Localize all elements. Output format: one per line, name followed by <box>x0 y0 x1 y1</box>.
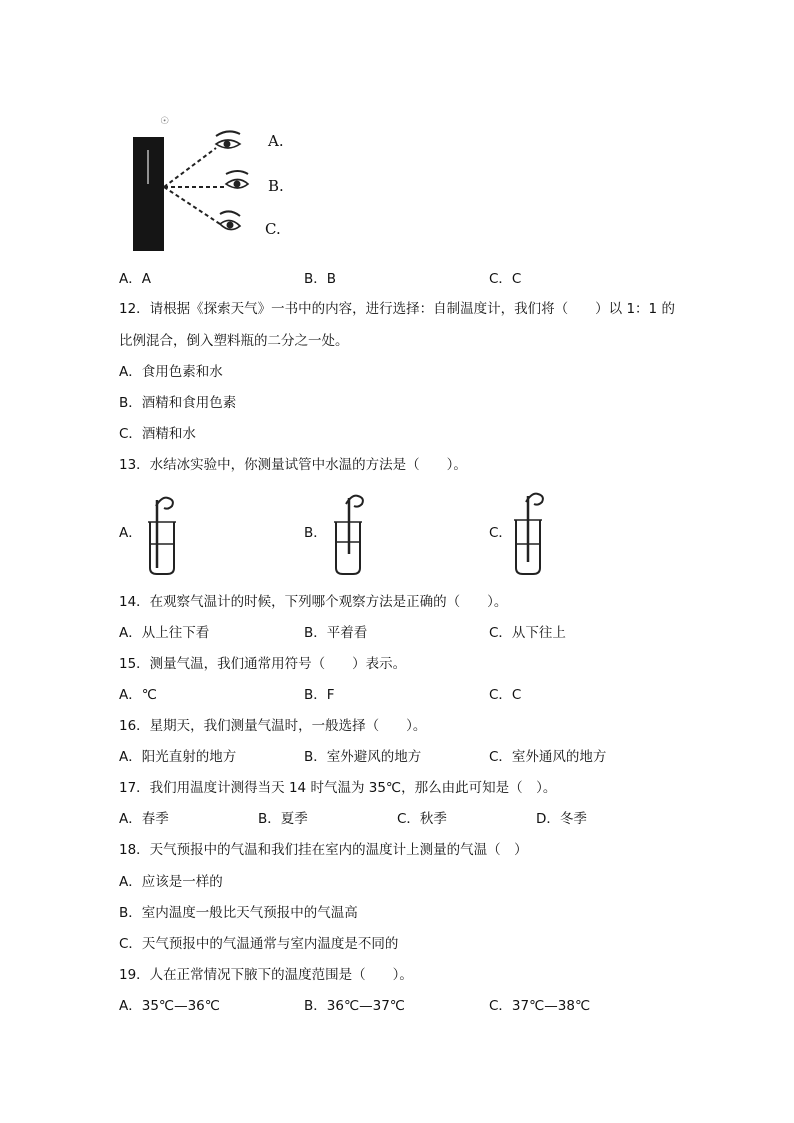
q14-option-a[interactable]: A．从上往下看 <box>119 625 210 641</box>
q13-stem: 13．水结冰实验中，你测量试管中水温的方法是（ ）。 <box>119 457 467 473</box>
figure-label-c: C. <box>265 220 281 238</box>
q13-test-tube-figure-c <box>508 490 548 576</box>
q15-stem: 15．测量气温，我们通常用符号（ ）表示。 <box>119 656 407 672</box>
q15-option-c[interactable]: C．C <box>489 687 522 703</box>
q11-option-a[interactable]: A．A <box>119 271 151 287</box>
q12-stem-line1: 12．请根据《探索天气》一书中的内容，进行选择：自制温度计，我们将（ ）以 1：1 的 <box>119 301 675 317</box>
sight-line-a <box>164 148 216 187</box>
test-tube-thermometer-c <box>508 490 548 576</box>
q17-option-a[interactable]: A．春季 <box>119 811 169 827</box>
q13-option-b[interactable]: B． <box>304 525 327 541</box>
q18-option-a[interactable]: A．应该是一样的 <box>119 874 223 890</box>
q17-option-c[interactable]: C．秋季 <box>397 811 447 827</box>
q16-stem: 16．星期天，我们测量气温时，一般选择（ ）。 <box>119 718 427 734</box>
figure-label-b: B. <box>268 177 284 195</box>
eye-icon-b <box>226 171 248 188</box>
q17-option-d[interactable]: D．冬季 <box>536 811 587 827</box>
q19-option-a[interactable]: A．35℃—36℃ <box>119 998 220 1014</box>
eye-icon-c <box>220 211 240 229</box>
q16-option-a[interactable]: A．阳光直射的地方 <box>119 749 237 765</box>
q14-stem: 14．在观察气温计的时候，下列哪个观察方法是正确的（ ）。 <box>119 594 508 610</box>
q19-stem: 19．人在正常情况下腋下的温度范围是（ ）。 <box>119 967 413 983</box>
q13-test-tube-figure-a <box>142 492 182 576</box>
q16-option-b[interactable]: B．室外避风的地方 <box>304 749 422 765</box>
q13-option-c[interactable]: C． <box>489 525 512 541</box>
q12-stem-line2: 比例混合，倒入塑料瓶的二分之一处。 <box>119 333 349 349</box>
q13-option-a[interactable]: A． <box>119 525 142 541</box>
q16-option-c[interactable]: C．室外通风的地方 <box>489 749 607 765</box>
q17-option-b[interactable]: B．夏季 <box>258 811 308 827</box>
sight-line-c <box>164 187 220 224</box>
q19-option-b[interactable]: B．36℃—37℃ <box>304 998 405 1014</box>
q18-stem: 18．天气预报中的气温和我们挂在室内的温度计上测量的气温（ ） <box>119 842 528 858</box>
q11-option-b[interactable]: B．B <box>304 271 337 287</box>
figure-label-a: A. <box>268 132 284 150</box>
q12-option-a[interactable]: A．食用色素和水 <box>119 364 223 380</box>
q13-test-tube-figure-b <box>328 492 368 576</box>
q12-option-c[interactable]: C．酒精和水 <box>119 426 196 442</box>
q18-option-c[interactable]: C．天气预报中的气温通常与室内温度是不同的 <box>119 936 399 952</box>
q12-option-b[interactable]: B．酒精和食用色素 <box>119 395 237 411</box>
q17-stem: 17．我们用温度计测得当天 14 时气温为 35℃，那么由此可知是（ ）。 <box>119 780 557 796</box>
q15-option-a[interactable]: A．℃ <box>119 687 157 703</box>
test-tube <box>150 522 174 574</box>
q15-option-b[interactable]: B．F <box>304 687 335 703</box>
q11-option-c[interactable]: C．C <box>489 271 522 287</box>
q14-option-c[interactable]: C．从下往上 <box>489 625 566 641</box>
test-tube-thermometer-a <box>142 492 182 576</box>
q18-option-b[interactable]: B．室内温度一般比天气预报中的气温高 <box>119 905 358 921</box>
test-tube-thermometer-b <box>328 492 368 576</box>
hand-icon <box>156 498 173 509</box>
q14-option-b[interactable]: B．平着看 <box>304 625 368 641</box>
eye-icon-a <box>216 131 240 148</box>
q11-thermometer-figure <box>128 112 308 257</box>
svg-text:☉: ☉ <box>160 116 169 127</box>
q19-option-c[interactable]: C．37℃—38℃ <box>489 998 591 1014</box>
